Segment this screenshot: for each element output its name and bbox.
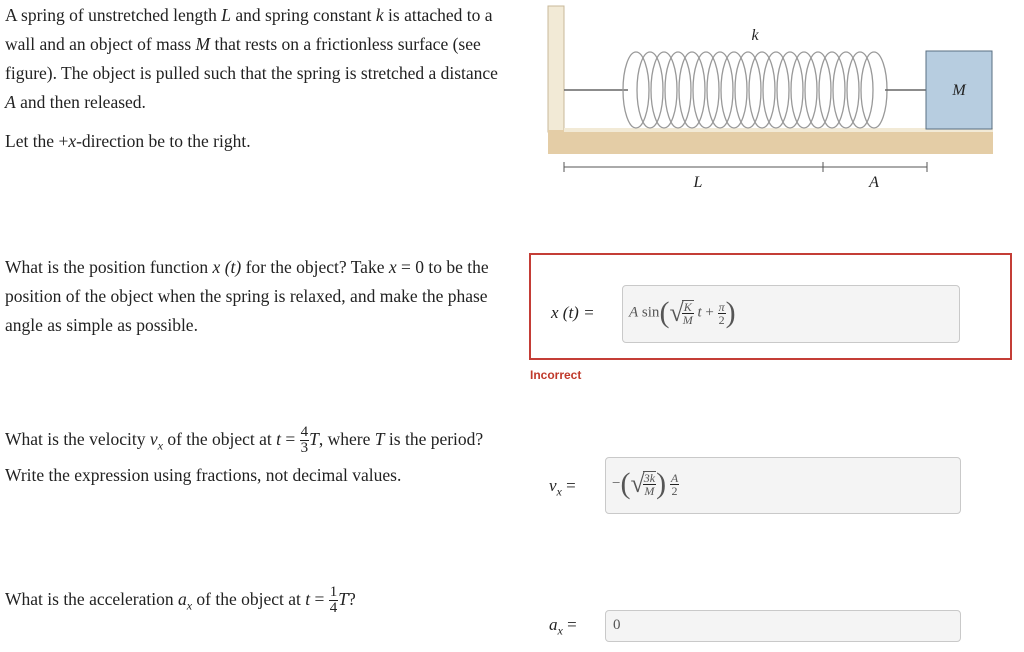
q3-text: ?: [348, 589, 356, 609]
q1-status-badge: Incorrect: [530, 368, 582, 382]
q3-answer-value: 0: [613, 617, 621, 633]
q1-text: to be the position of the object when the spring is relaxed, and make the phase angle as simple as possible.: [5, 257, 489, 335]
q2-lhs: $v_x$ =: [549, 476, 576, 499]
q3-text: What is the acceleration: [5, 589, 178, 609]
ans-t: t: [697, 304, 702, 321]
q2-text: of the object at: [162, 429, 277, 449]
ans-A-frac: $\frac{A}{2}$: [670, 470, 679, 498]
q3-T: T: [338, 589, 349, 609]
direction-text: -direction be to the right.: [76, 131, 251, 151]
var-M: M: [195, 34, 211, 54]
q1-answer-input[interactable]: [622, 285, 960, 343]
q2-text: is the period? Write the expression using fractions, not decimal values.: [5, 429, 484, 485]
direction-text: Let the +: [5, 131, 69, 151]
q3-frac: $\frac{1}{4}$: [329, 584, 338, 617]
q1-text: for the object? Take: [241, 257, 389, 277]
q1-lhs: [551, 303, 595, 323]
question-3-text: [5, 585, 485, 621]
var-L: L: [221, 5, 232, 25]
q2-T: T: [309, 429, 319, 449]
ans-minus: −: [612, 475, 621, 492]
q2-T: T: [374, 429, 385, 449]
q2-text: , where: [318, 429, 375, 449]
intro-text: that rests on a frictionless surface (see figure). The object is pulled such that the spring is stretched a distance: [5, 34, 498, 83]
direction-statement: [5, 127, 505, 156]
close-paren-icon: ): [656, 467, 667, 500]
sqrt-icon: √: [630, 469, 645, 498]
ans-plus: +: [705, 304, 714, 321]
q2-frac: $\frac{4}{3}$: [300, 424, 309, 457]
sqrt-icon: √: [669, 298, 684, 327]
open-paren-icon: (: [620, 467, 631, 500]
q1-text: = 0: [396, 257, 424, 277]
q1-text: What is the position function: [5, 257, 213, 277]
intro-text: and then released.: [15, 92, 146, 112]
q2-sub: x: [157, 438, 163, 453]
label-M: M: [952, 82, 966, 99]
intro-text: and spring constant: [231, 5, 376, 25]
label-k: k: [751, 27, 759, 44]
q2-answer-input[interactable]: [605, 457, 961, 514]
q2-text: What is the velocity: [5, 429, 150, 449]
intro-text: A spring of unstretched length: [5, 5, 222, 25]
label-A: A: [869, 174, 879, 191]
q3-text: of the object at: [192, 589, 306, 609]
var-x: x: [68, 131, 77, 151]
q2-eq: =: [281, 429, 300, 449]
q1-answer-expression: [629, 296, 736, 330]
q2-answer-expression: [612, 467, 679, 501]
ans-pi-frac: $\frac{\pi}{2}$: [718, 299, 725, 327]
open-paren-icon: (: [659, 296, 670, 329]
ans-sqrt-frac: $\frac{K}{M}$: [682, 300, 693, 327]
var-A: A: [5, 92, 16, 112]
label-L: L: [693, 174, 703, 191]
q3-lhs: $a_x$ =: [549, 615, 577, 638]
spring-mass-figure: [540, 0, 1000, 200]
ans-A: A: [629, 304, 639, 321]
q2-v: v: [149, 429, 158, 449]
problem-statement: [5, 1, 505, 117]
close-paren-icon: ): [725, 296, 736, 329]
q2-t: t: [276, 429, 282, 449]
question-1-text: [5, 253, 500, 340]
q1-lhs-text: x (t) =: [551, 303, 595, 322]
ans-sqrt-frac: $\frac{3k}{M}$: [643, 471, 656, 498]
q3-a: a: [177, 589, 187, 609]
q1-var: x: [388, 257, 397, 277]
q3-answer-input[interactable]: [605, 610, 961, 642]
var-k: k: [375, 5, 384, 25]
wall: [548, 6, 564, 132]
floor-surface: [548, 130, 993, 154]
q3-sub: x: [186, 598, 193, 613]
ans-sin: sin: [641, 304, 660, 321]
question-2-text: [5, 425, 485, 490]
q1-function: x (t): [212, 257, 242, 277]
q3-eq: =: [310, 589, 329, 609]
q3-t: t: [305, 589, 311, 609]
spring-coils: [623, 52, 887, 128]
intro-text: is attached to a wall and an object of mass: [5, 5, 493, 54]
